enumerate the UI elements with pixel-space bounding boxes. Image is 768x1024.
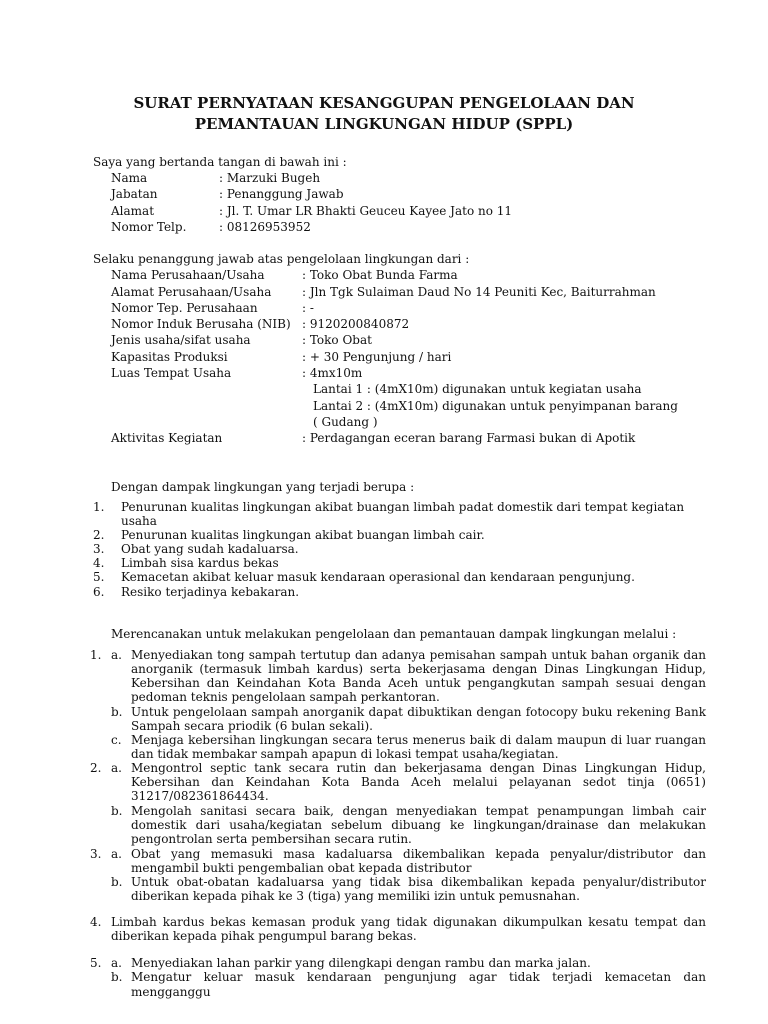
impact-text: Limbah sisa kardus bekas: [121, 556, 279, 570]
business-label: Nomor Tep. Perusahaan: [111, 301, 258, 315]
impact-text: Penurunan kualitas lingkungan akibat buangan limbah cair.: [121, 528, 485, 542]
document-title-line2: PEMANTAUAN LINGKUNGAN HIDUP (SPPL): [194, 115, 574, 133]
plan-text: Mengatur keluar masuk kendaraan pengunjung agar tidak terjadi kemacetan dan mengganggu: [131, 970, 706, 999]
signer-value: : Penanggung Jawab: [219, 187, 344, 201]
plan-letter: b.: [111, 804, 123, 818]
plan-letter: a.: [111, 956, 122, 970]
plan-text: Untuk obat-obatan kadaluarsa yang tidak bisa dikembalikan kepada penyalur/distributor: [131, 875, 706, 889]
plan-text: diberikan kepada pihak pengumpul barang bekas.: [111, 929, 417, 943]
impact-number: 1.: [93, 500, 105, 514]
impacts-intro: Dengan dampak lingkungan yang terjadi berupa :: [111, 480, 415, 494]
business-label: Luas Tempat Usaha: [111, 366, 232, 380]
business-label: Jenis usaha/sifat usaha: [111, 333, 251, 347]
plan-text: Menyediakan tong sampah tertutup dan adanya pemisahan sampah untuk bahan organik dan: [131, 648, 706, 662]
business-label: Alamat Perusahaan/Usaha: [111, 285, 272, 299]
plan-text: 31217/082361864434.: [131, 789, 269, 803]
plan-text: pengontrolan serta pembersihan secara rutin.: [131, 832, 412, 846]
signer-value: : 08126953952: [219, 220, 311, 234]
plan-text: Mengontrol septic tank secara rutin dan bekerjasama dengan Dinas Lingkungan Hidup,: [131, 761, 706, 775]
business-label: Aktivitas Kegiatan: [111, 431, 223, 445]
plan-text: Kebersihan dan Keindahan Kota Banda Aceh melalui pelayanan sedot tinja (0651): [131, 775, 706, 789]
business-value: : + 30 Pengunjung / hari: [302, 350, 452, 364]
business-value: : Jln Tgk Sulaiman Daud No 14 Peuniti Kec, Baiturrahman: [302, 285, 656, 299]
impact-number: 6.: [93, 585, 105, 599]
plan-text: anorganik (termasuk limbah kardus) serta bekerjasama dengan Dinas Lingkungan Hidup,: [131, 662, 706, 676]
plan-text: Menyediakan lahan parkir yang dilengkapi dengan rambu dan marka jalan.: [131, 956, 591, 970]
plan-text: dan tidak membakar sampah apapun di lokasi tempat usaha/kegiatan.: [131, 747, 559, 761]
signer-value: : Marzuki Bugeh: [219, 171, 321, 185]
impact-text: Obat yang sudah kadaluarsa.: [121, 542, 299, 556]
plan-text: domestik dari usaha/kegiatan sebelum dibuang ke lingkungan/drainase dan melakukan: [131, 818, 706, 832]
impact-number: 2.: [93, 528, 105, 542]
signer-label: Jabatan: [111, 187, 158, 201]
business-value: : Perdagangan eceran barang Farmasi bukan di Apotik: [302, 431, 636, 445]
impact-text: Kemacetan akibat keluar masuk kendaraan operasional dan kendaraan pengunjung.: [121, 570, 635, 584]
plan-number: 2.: [90, 761, 102, 775]
business-value: : 9120200840872: [302, 317, 410, 331]
business-label: Kapasitas Produksi: [111, 350, 228, 364]
luas-detail: ( Gudang ): [313, 415, 378, 429]
plan-letter: c.: [111, 733, 122, 747]
plan-text: Mengolah sanitasi secara baik, dengan menyediakan tempat penampungan limbah cair: [131, 804, 706, 818]
plan-letter: b.: [111, 705, 123, 719]
business-label: Nama Perusahaan/Usaha: [111, 268, 265, 282]
impact-number: 5.: [93, 570, 105, 584]
plan-text: Menjaga kebersihan lingkungan secara terus menerus baik di dalam maupun di luar ruangan: [131, 733, 706, 747]
plan-letter: a.: [111, 761, 122, 775]
signer-intro: Saya yang bertanda tangan di bawah ini :: [93, 155, 347, 169]
document-title-line1: SURAT PERNYATAAN KESANGGUPAN PENGELOLAAN DAN: [133, 94, 635, 112]
impact-text: Resiko terjadinya kebakaran.: [121, 585, 300, 599]
plan-letter: b.: [111, 970, 123, 984]
signer-value: : Jl. T. Umar LR Bhakti Geuceu Kayee Jato no 11: [219, 204, 513, 218]
plans-intro: Merencanakan untuk melakukan pengelolaan dan pemantauan dampak lingkungan melalui :: [111, 627, 677, 641]
business-value: : -: [302, 301, 314, 315]
signer-label: Alamat: [111, 204, 155, 218]
impact-number: 3.: [93, 542, 105, 556]
plan-letter: a.: [111, 847, 122, 861]
plan-text: pedoman teknis pengelolaan sampah perkantoran.: [131, 690, 440, 704]
plan-text: Kebersihan dan Keindahan Kota Banda Aceh untuk pengangkutan sampah sesuai dengan: [131, 676, 706, 690]
impact-text: usaha: [121, 514, 157, 528]
signer-label: Nomor Telp.: [111, 220, 187, 234]
plan-text: mengambil bukti pengembalian obat kepada distributor: [131, 861, 472, 875]
business-value: : Toko Obat: [302, 333, 372, 347]
plan-number: 5.: [90, 956, 102, 970]
luas-detail: Lantai 1 : (4mX10m) digunakan untuk kegiatan usaha: [313, 382, 642, 396]
business-value: : 4mx10m: [302, 366, 363, 380]
plan-letter: b.: [111, 875, 123, 889]
impact-text: Penurunan kualitas lingkungan akibat buangan limbah padat domestik dari tempat kegiatan: [121, 500, 685, 514]
plan-text: Untuk pengelolaan sampah anorganik dapat dibuktikan dengan fotocopy buku rekening Bank: [131, 705, 706, 719]
business-value: : Toko Obat Bunda Farma: [302, 268, 458, 282]
business-label: Nomor Induk Berusaha (NIB): [111, 317, 291, 331]
signer-label: Nama: [111, 171, 148, 185]
plan-number: 1.: [90, 648, 102, 662]
plan-text: Limbah kardus bekas kemasan produk yang tidak digunakan dikumpulkan kesatu tempat dan: [111, 915, 706, 929]
plan-text: diberikan kepada pihak ke 3 (tiga) yang memiliki izin untuk pemusnahan.: [131, 889, 580, 903]
plan-number: 3.: [90, 847, 102, 861]
plan-text: Sampah secara priodik (6 bulan sekali).: [131, 719, 373, 733]
plan-text: Obat yang memasuki masa kadaluarsa dikembalikan kepada penyalur/distributor dan: [131, 847, 706, 861]
plan-number: 4.: [90, 915, 102, 929]
luas-detail: Lantai 2 : (4mX10m) digunakan untuk penyimpanan barang: [313, 399, 678, 413]
business-intro: Selaku penanggung jawab atas pengelolaan lingkungan dari :: [93, 252, 470, 266]
plan-letter: a.: [111, 648, 122, 662]
impact-number: 4.: [93, 556, 105, 570]
